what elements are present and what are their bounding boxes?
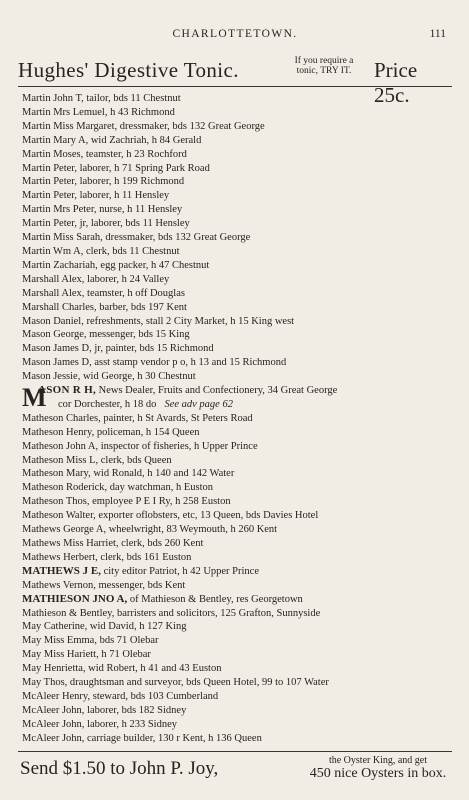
directory-entry: Martin Mary A, wid Zachriah, h 84 Gerald (22, 134, 202, 146)
directory-entry: Martin Moses, teamster, h 23 Rochford (22, 148, 187, 160)
directory-entry: Marshall Charles, barber, bds 197 Kent (22, 301, 187, 313)
entry-group-matheson (20, 412, 452, 565)
directory-entry: Martin Miss Sarah, dressmaker, bds 132 Great George (22, 232, 251, 244)
ad-product-name: Hughes' Digestive Tonic. (18, 58, 239, 82)
directory-entries (20, 92, 452, 746)
ad-tagline-line-1: If you require a (294, 56, 354, 66)
directory-entry: May Catherine, wid David, h 127 King (22, 621, 187, 633)
directory-entry: Matheson Miss L, clerk, bds Queen (22, 454, 172, 466)
bold-entry-name: MATHEWS J E, (22, 564, 101, 577)
page-number: 111 (429, 28, 446, 40)
directory-entry: Martin John T, tailor, bds 11 Chestnut (22, 93, 181, 104)
directory-entry: Mason James D, asst stamp vendor p o, h 13 and 15 Richmond (22, 357, 287, 369)
directory-entry: May Miss Hariett, h 71 Olebar (22, 649, 151, 661)
display-entry-adv-reference: See adv page 62 (164, 398, 233, 410)
directory-entry: May Thos, draughtsman and surveyor, bds Queen Hotel, 99 to 107 Water (22, 677, 329, 689)
directory-entry: Mathews Vernon, messenger, bds Kent (22, 579, 186, 591)
directory-entry: Matheson Roderick, day watchman, h Euston (22, 482, 213, 494)
directory-entry: Mathews George A, wheelwright, 83 Weymouth, h 260 Kent (22, 524, 278, 536)
entry-group-mathieson-mcaleer (20, 607, 452, 746)
display-entry-line-2 (58, 398, 233, 412)
directory-entry: Martin Mrs Lemuel, h 43 Richmond (22, 106, 175, 118)
directory-entry: Mason Jessie, wid George, h 30 Chestnut (22, 371, 196, 383)
ad-offer-detail-line-1: the Oyster King, and get (328, 755, 428, 766)
directory-entry: Mason James D, jr, painter, bds 15 Richmond (22, 343, 214, 355)
directory-entry: Martin Peter, laborer, h 11 Hensley (22, 190, 170, 202)
ad-offer-detail-line-2: 450 nice Oysters in box. (309, 766, 447, 781)
bold-entry-name: MATHIESON JNO A, (22, 592, 128, 605)
directory-entry: Martin Zachariah, egg packer, h 47 Chestnut (22, 259, 210, 271)
directory-entry: Mason Daniel, refreshments, stall 2 City Market, h 15 King west (22, 315, 295, 327)
ad-tagline (289, 56, 359, 76)
directory-entry: May Miss Emma, bds 71 Olebar (22, 635, 159, 647)
directory-entry: Matheson John A, inspector of fisheries, h Upper Prince (22, 440, 258, 452)
directory-entry: McAleer Henry, steward, bds 103 Cumberland (22, 690, 219, 702)
directory-entry: Martin Wm A, clerk, bds 11 Chestnut (22, 245, 180, 257)
directory-entry: Matheson Thos, employee P E I Ry, h 258 Euston (22, 496, 231, 508)
bold-entry-mathews-j-e (20, 565, 452, 579)
display-entry-business: News Dealer, Fruits and Confectionery, 34 Great George (96, 385, 338, 397)
ad-tagline-line-2: tonic, TRY IT. (296, 66, 352, 76)
directory-entry: Marshall Alex, laborer, h 24 Valley (22, 273, 170, 285)
directory-entry: Mathews Herbert, clerk, bds 161 Euston (22, 551, 192, 563)
directory-entry: May Henrietta, wid Robert, h 41 and 43 Euston (22, 663, 222, 675)
directory-entry: McAleer John, laborer, h 233 Sidney (22, 718, 178, 730)
directory-entry: Mathews Miss Harriet, clerk, bds 260 Kent (22, 538, 204, 550)
bold-entry-detail: of Mathieson & Bentley, res Georgetown (127, 593, 303, 605)
ad-offer-detail (303, 755, 453, 782)
directory-entry: Matheson Charles, painter, h St Avards, St Peters Road (22, 412, 253, 424)
ad-price: Price 25c. (374, 58, 418, 107)
bold-entry-mathieson-jno-a (20, 593, 452, 607)
running-header (20, 28, 450, 44)
bold-entry-detail: city editor Patriot, h 42 Upper Prince (100, 565, 260, 577)
directory-entry: Matheson Walter, exporter oflobsters, etc, 13 Queen, bds Davies Hotel (22, 510, 319, 522)
display-entry-name: ASON R H, (38, 384, 97, 397)
bottom-advertisement (18, 751, 452, 786)
directory-entry: McAleer John, laborer, bds 182 Sidney (22, 704, 187, 716)
directory-entry: Matheson Mary, wid Ronald, h 140 and 142 Water (22, 468, 235, 480)
directory-entry: Mason George, messenger, bds 15 King (22, 329, 190, 341)
directory-entry: Martin Peter, laborer, h 199 Richmond (22, 176, 185, 188)
entry-group-martin-mason (20, 92, 452, 384)
display-entry-line-1 (38, 384, 337, 398)
directory-entry: Martin Miss Margaret, dressmaker, bds 132 Great George (22, 120, 265, 132)
drop-initial: M (22, 383, 47, 413)
ad-offer: Send $1.50 to John P. Joy, (20, 758, 219, 779)
display-entry-address: cor Dorchester, h 18 do (58, 398, 157, 410)
directory-entry: Martin Mrs Peter, nurse, h 11 Hensley (22, 204, 183, 216)
directory-entry: Matheson Henry, policeman, h 154 Queen (22, 426, 200, 438)
directory-entry: Marshall Alex, teamster, h off Douglas (22, 287, 185, 299)
page-title: CHARLOTTETOWN. (172, 28, 298, 40)
directory-entry: McAleer John, carriage builder, 130 r Kent, h 136 Queen (22, 732, 262, 744)
directory-entry: Mathieson & Bentley, barristers and solicitors, 125 Grafton, Sunnyside (22, 607, 321, 619)
display-entry-mason-r-h (20, 384, 452, 412)
directory-entry: Martin Peter, laborer, h 71 Spring Park Road (22, 162, 210, 174)
directory-entry: Martin Peter, jr, laborer, bds 11 Hensley (22, 218, 190, 230)
